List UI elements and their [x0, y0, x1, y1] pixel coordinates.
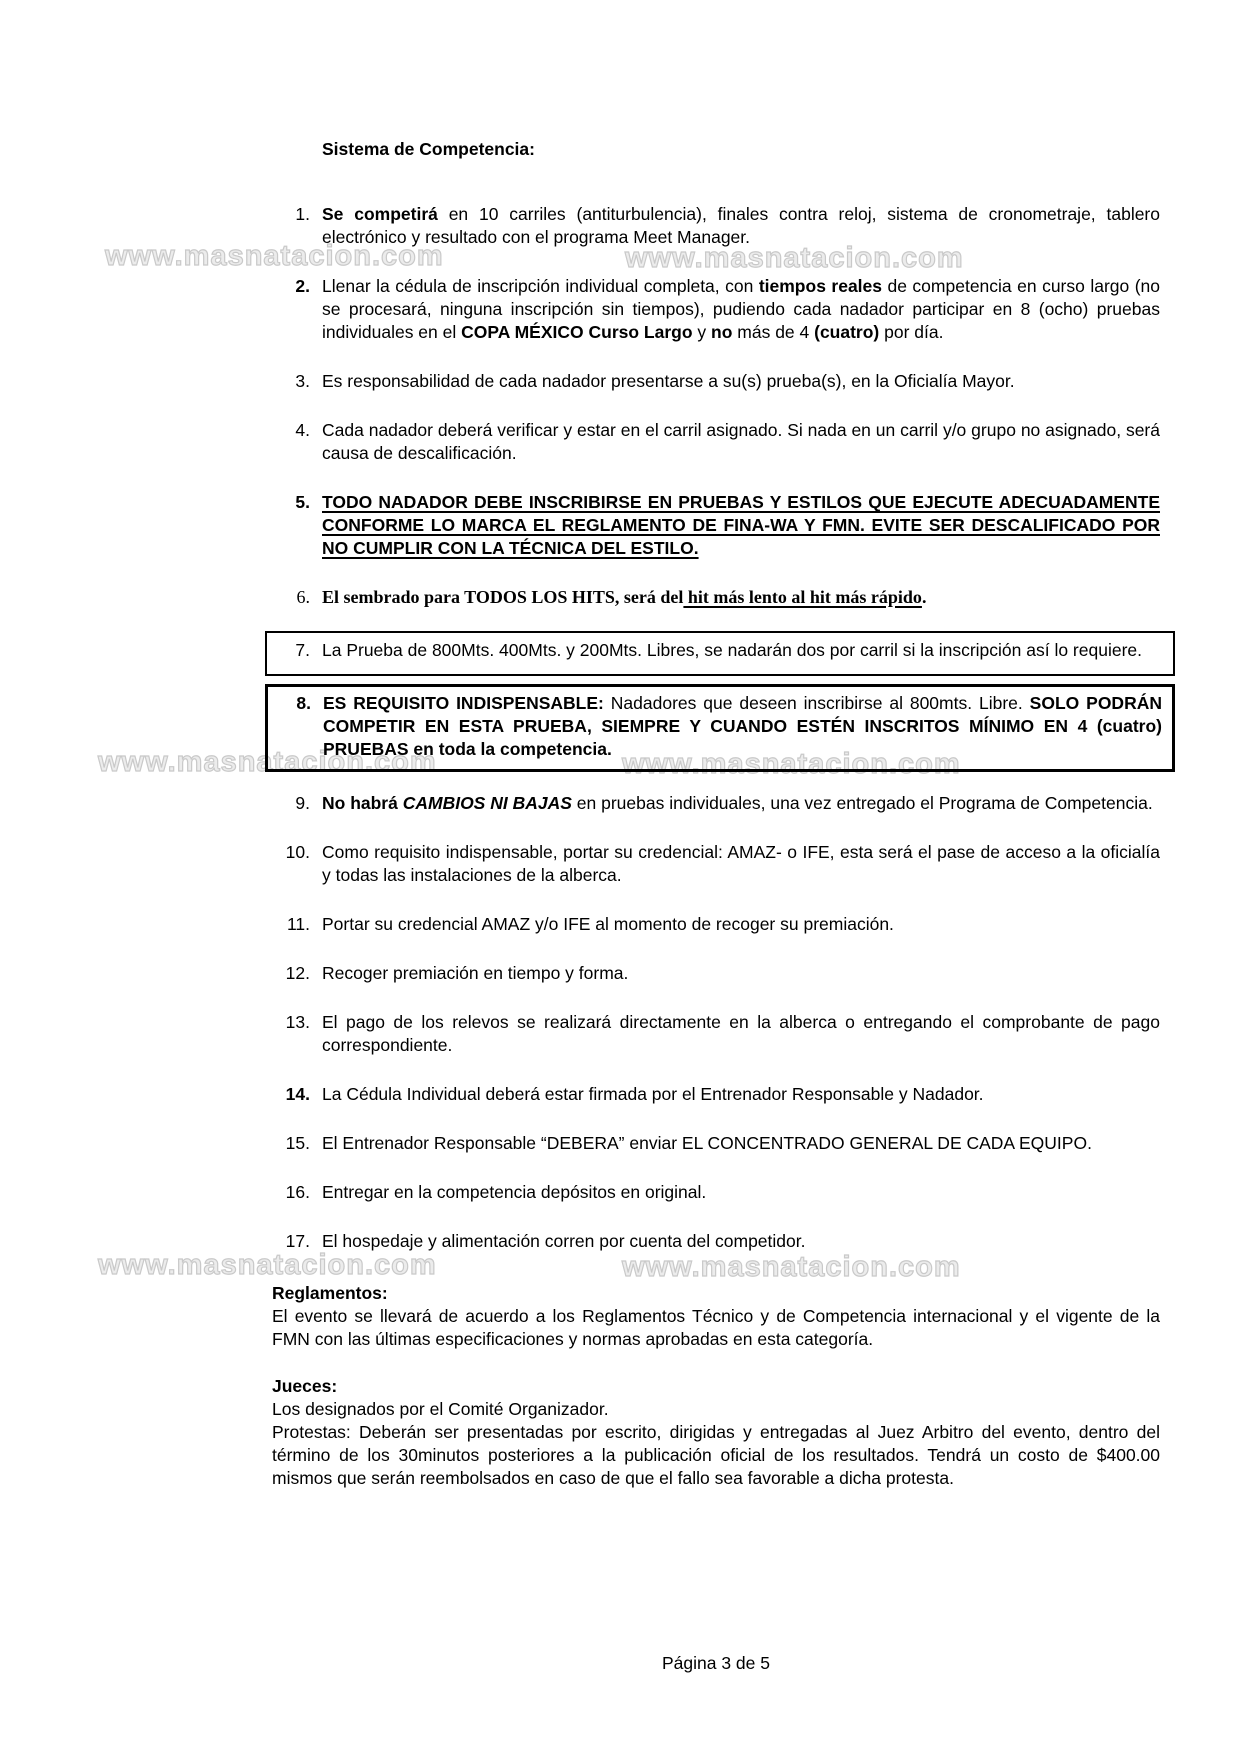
document-body [272, 138, 1160, 1490]
item-text [322, 370, 1160, 393]
item-number: 3. [295, 371, 310, 391]
text-segment: Cada nadador deberá verificar y estar en el carril asignado. Si nada en un carril y/o grupo no asignado, será causa de descalificación. [322, 420, 1160, 463]
item-text [322, 491, 1160, 560]
text-segment: La Prueba de 800Mts. 400Mts. y 200Mts. Libres, se nadarán dos por carril si la inscripción así lo requiere. [322, 640, 1142, 660]
item-text [322, 1011, 1160, 1057]
watermark: www.masnatacion.com [105, 240, 444, 272]
text-segment: CAMBIOS NI BAJAS [402, 793, 572, 813]
item-number: 6. [296, 587, 310, 607]
watermark: www.masnatacion.com [625, 242, 964, 274]
text-segment: tiempos reales [758, 276, 883, 296]
text-segment: hit más lento al hit más rápido [683, 587, 922, 607]
list-item-2 [272, 275, 1160, 344]
page-number: Página 3 de 5 [661, 1653, 770, 1673]
watermark: www.masnatacion.com [98, 1249, 437, 1281]
item-text [322, 203, 1160, 249]
list-item-1 [272, 203, 1160, 249]
text-segment: Portar su credencial AMAZ y/o IFE al momento de recoger su premiación. [322, 914, 894, 934]
list-item-15 [272, 1132, 1160, 1155]
text-segment: Llenar la cédula de inscripción individual completa, con [322, 276, 759, 296]
text-segment: El pago de los relevos se realizará directamente en la alberca o entregando el comprobante de pago correspondiente. [322, 1012, 1160, 1055]
item-number: 11. [286, 914, 310, 934]
text-segment: COPA MÉXICO Curso Largo [461, 322, 693, 342]
text-segment: . [921, 587, 927, 607]
item-number: 16. [285, 1182, 310, 1202]
item-number: 15. [285, 1133, 310, 1153]
watermark: www.masnatacion.com [98, 746, 437, 778]
text-segment: El sembrado para TODOS LOS HITS, será del [322, 587, 684, 607]
text-segment: La Cédula Individual deberá estar firmada por el Entrenador Responsable y Nadador. [322, 1084, 984, 1104]
section-paragraph: Protestas: Deberán ser presentadas por escrito, dirigidas y entregadas al Juez Arbitro del evento, dentro del término de los 30minutos posteriores a la publicación oficial de los resultados. Tendrá un costo de $400.00 mismos que serán reembolsados en caso de que el fallo sea favorable a dicha protesta. [272, 1422, 1160, 1488]
item-text [323, 692, 1162, 761]
text-segment: Entregar en la competencia depósitos en original. [322, 1182, 707, 1202]
list-item-14 [272, 1083, 1160, 1106]
item-number: 14. [285, 1084, 310, 1104]
text-segment: más de 4 [732, 322, 815, 342]
item-number: 9. [295, 793, 310, 813]
list-item-3 [272, 370, 1160, 393]
text-segment: El Entrenador Responsable “DEBERA” enviar EL CONCENTRADO GENERAL DE CADA EQUIPO. [322, 1133, 1092, 1153]
item-number: 1. [295, 204, 310, 224]
item-text [322, 419, 1160, 465]
text-segment: Es responsabilidad de cada nadador presentarse a su(s) prueba(s), en la Oficialía Mayor. [322, 371, 1015, 391]
text-segment: No habrá [322, 793, 403, 813]
boxed-rule [265, 631, 1175, 676]
item-text [322, 792, 1160, 815]
item-number: 12. [285, 963, 310, 983]
text-segment: (cuatro) [814, 322, 880, 342]
list-item-10 [272, 841, 1160, 887]
item-text [322, 841, 1160, 887]
list-item-6 [272, 586, 1160, 609]
item-number: 8. [296, 693, 311, 713]
item-number: 7. [295, 640, 310, 660]
text-segment: y [692, 322, 712, 342]
item-text [322, 275, 1160, 344]
item-text [322, 586, 1160, 609]
section-heading: Reglamentos: [272, 1283, 388, 1303]
text-segment: por día. [879, 322, 944, 342]
list-item-11 [272, 913, 1160, 936]
list-item-13 [272, 1011, 1160, 1057]
section-paragraph: El evento se llevará de acuerdo a los Reglamentos Técnico y de Competencia internacional y el vigente de la FMN con las últimas especificaciones y normas aprobadas en esta categoría. [272, 1306, 1160, 1349]
item-number: 4. [295, 420, 310, 440]
item-text [322, 1132, 1160, 1155]
page-title: Sistema de Competencia: [322, 139, 535, 159]
text-segment: Recoger premiación en tiempo y forma. [322, 963, 629, 983]
item-number: 17. [285, 1231, 310, 1251]
list-item-8 [268, 692, 1162, 761]
watermark: www.masnatacion.com [622, 748, 961, 780]
list-item-4 [272, 419, 1160, 465]
item-text [322, 1083, 1160, 1106]
text-segment: no [711, 322, 733, 342]
text-segment: en 10 carriles (antiturbulencia), finales contra reloj, sistema de cronometraje, tablero electrónico y resultado con el programa Meet Manager. [322, 204, 1160, 247]
list-item-17 [272, 1230, 1160, 1253]
text-segment: El hospedaje y alimentación corren por cuenta del competidor. [322, 1231, 806, 1251]
item-number: 10. [285, 842, 310, 862]
text-segment: ES REQUISITO INDISPENSABLE: [323, 693, 604, 713]
text-segment: Nadadores que deseen inscribirse al 800mts. Libre. [603, 693, 1030, 713]
list-item-9 [272, 792, 1160, 815]
text-segment: en pruebas individuales, una vez entregado el Programa de Competencia. [571, 793, 1153, 813]
boxed-rule [265, 684, 1175, 772]
text-segment: de competencia en curso largo (no se procesará, ninguna inscripción sin tiempos), pudiendo cada nadador participar en 8 (ocho) pruebas individuales en el [322, 276, 1161, 342]
section-heading: Jueces: [272, 1376, 338, 1396]
sections [272, 1282, 1160, 1490]
item-text [322, 1181, 1160, 1204]
text-segment: TODO NADADOR DEBE INSCRIBIRSE EN PRUEBAS Y ESTILOS QUE EJECUTE ADECUADAMENTE CONFORME LO MARCA EL REGLAMENTO DE FINA-WA Y FMN. EVITE SER DESCALIFICADO POR NO CUMPLIR CON LA TÉCNICA DEL ESTILO. [322, 492, 1160, 558]
list-item-7 [267, 639, 1163, 662]
section-paragraph: Los designados por el Comité Organizador. [272, 1399, 609, 1419]
list-item-12 [272, 962, 1160, 985]
list-item-16 [272, 1181, 1160, 1204]
item-number: 13. [285, 1012, 310, 1032]
item-number: 2. [295, 276, 310, 296]
text-segment: Se competirá [322, 204, 438, 224]
item-text [322, 1230, 1160, 1253]
item-text [322, 962, 1160, 985]
text-segment: SOLO PODRÁN COMPETIR EN ESTA PRUEBA, SIEMPRE Y CUANDO ESTÉN INSCRITOS MÍNIMO EN 4 (cuatro) PRUEBAS en toda la competencia. [323, 693, 1162, 759]
item-text [322, 639, 1163, 662]
item-text [322, 913, 1160, 936]
text-segment: Como requisito indispensable, portar su credencial: AMAZ- o IFE, esta será el pase de acceso a la oficialía y todas las instalaciones de la alberca. [322, 842, 1160, 885]
list-item-5 [272, 491, 1160, 560]
item-number: 5. [295, 492, 310, 512]
rules-list [272, 203, 1160, 1253]
watermark: www.masnatacion.com [622, 1251, 961, 1283]
